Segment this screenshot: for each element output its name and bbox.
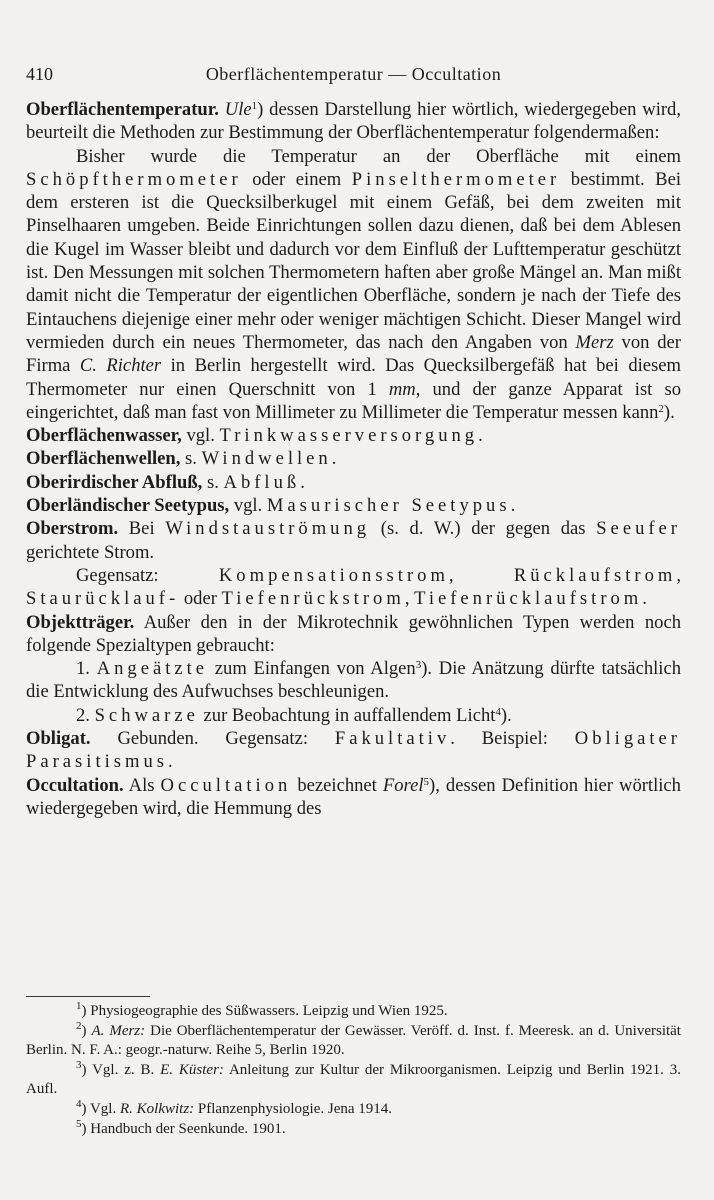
cross-reference[interactable]: Abfluß — [223, 471, 301, 493]
entry-text: . — [642, 588, 647, 610]
list-number: 1. — [76, 658, 97, 680]
quote-paragraph — [26, 145, 681, 425]
footnote-number: 1 — [76, 1000, 82, 1012]
entry-text: , — [404, 588, 415, 610]
footnote — [26, 1117, 681, 1140]
footnote — [26, 1019, 681, 1061]
quote-text: bestimmt. Bei dem ersteren ist die Quecksilberkugel mit einem Gefäß, bei dem zweiten mit Pinselhaaren umgeben. Beide Einrichtungen sollen dazu dienen, daß bei dem Ablesen die Kugel im Wasser bleibt und dadurch vor dem Einfluß der Lufttemperatur geschützt ist. Den Messungen mit solchen Thermometern haften aber große Mängel an. Man mißt damit nicht die Temperatur der eigentlichen Oberfläche, sondern je nach der Tiefe des Eintauchens diejenige einer mehr oder weniger mächtigen Schicht. Dieser Mangel wird vermieden durch ein neues Thermometer, das nach den Angaben von — [26, 168, 681, 353]
spaced-term: Schwarze — [94, 704, 199, 726]
footnote-ref[interactable]: 4 — [495, 705, 501, 718]
entry-oberflaechenwellen — [26, 447, 681, 470]
headword: Objektträger. — [26, 611, 135, 633]
entry-text: (s. d. W.) der gegen das — [370, 518, 597, 540]
footnote-author: A. Merz: — [91, 1022, 146, 1039]
author-name: Forel — [382, 774, 424, 796]
spaced-term: Pinselthermometer — [351, 168, 561, 190]
footnote-number: 5 — [76, 1117, 82, 1130]
running-title: Oberflächentemperatur — Occultation — [205, 64, 502, 84]
footnote-text: Die Oberflächentemperatur der Gewässer. Veröff. d. Inst. f. Meeresk. an d. Universität Berlin. N. F. A.: geogr.-naturw. Reihe 5, Berlin 1920. — [26, 1022, 681, 1059]
footnote-ref[interactable]: 5 — [423, 775, 430, 788]
entry-occultation — [26, 774, 681, 821]
cross-reference[interactable]: Windstauströmung — [165, 518, 371, 540]
entry-text: Gebunden. Gegensatz: — [90, 728, 335, 750]
entry-text: ) dessen Darstellung hier wörtlich, wiedergegeben wird, beurteilt die Methoden zur Bestimmung der Oberflächentemperatur folgendermaßen: — [26, 99, 681, 144]
entry-text: ). Die Anätzung dürfte tatsächlich die Entwicklung des Aufwuchses beschleunigen. — [26, 658, 681, 703]
list-number: 2. — [76, 704, 95, 726]
author-name: Ule — [224, 99, 252, 120]
entry-oberlaendischer-seetypus — [26, 494, 681, 517]
quote-text: von der Firma — [26, 331, 682, 377]
entry-text: , — [448, 564, 514, 586]
headword: Oberirdischer Abfluß, — [26, 471, 203, 493]
spaced-term: Tiefenrückstrom — [221, 588, 405, 610]
headword: Oberflächenwasser, — [26, 425, 182, 447]
spaced-term: Seeufer — [596, 518, 681, 540]
headword: Obligat. — [26, 728, 91, 750]
quote-text: Bisher wurde die Temperatur an der Oberfläche mit einem — [76, 145, 681, 167]
headword: Occultation. — [26, 774, 124, 796]
spaced-term: Staurücklauf- — [26, 588, 180, 610]
main-text — [26, 98, 681, 820]
spaced-term: Angeätzte — [96, 658, 209, 680]
entry-oberflaechentemperatur — [26, 98, 681, 145]
footnote-number: 3 — [76, 1058, 82, 1071]
spaced-term: Tiefenrücklaufstrom — [414, 588, 643, 610]
entry-text: . — [478, 425, 483, 447]
headword: Oberflächenwellen, — [26, 448, 181, 470]
entry-text: ), dessen Definition hier wörtlich wiedergegeben wird, die Hemmung des — [26, 774, 681, 819]
entry-obligat — [26, 727, 681, 774]
footnote-text: ) — [81, 1022, 92, 1039]
spaced-term: Obligater Parasitismus — [26, 728, 681, 773]
unit: mm — [388, 378, 416, 400]
entry-text: Außer den in der Mikrotechnik gewöhnlichen Typen werden noch folgende Spezialtypen gebraucht: — [26, 611, 681, 656]
footnote-number: 4 — [76, 1097, 82, 1110]
footnote-number: 2 — [76, 1019, 82, 1032]
entry-oberstrom — [26, 517, 681, 564]
quote-text: ). — [663, 401, 675, 423]
entry-text: , — [676, 564, 682, 586]
footnote — [26, 1002, 681, 1022]
entry-text: Bei — [118, 518, 166, 540]
entry-text: zur Beobachtung in auffallendem Licht — [198, 704, 496, 726]
entry-objekttraeger — [26, 611, 681, 658]
spaced-term: Occultation — [160, 774, 292, 796]
headword: Oberländischer Seetypus, — [26, 495, 230, 517]
footnotes — [26, 1002, 681, 1139]
oberstrom-gegensatz — [26, 564, 681, 611]
entry-text: . — [168, 751, 173, 773]
entry-text: vgl. — [181, 425, 220, 447]
footnote-text: ) Vgl. — [81, 1100, 120, 1117]
entry-text: vgl. — [229, 495, 267, 517]
footnote — [26, 1097, 681, 1120]
headword: Oberflächentemperatur. — [26, 99, 219, 120]
list-item — [26, 657, 681, 704]
person-name: Merz — [575, 331, 614, 353]
page-number: 410 — [26, 64, 53, 84]
footnote-text: ) Physiogeographie des Süßwassers. Leipzig und Wien 1925. — [81, 1003, 448, 1019]
entry-text: s. — [202, 471, 224, 493]
entry-oberirdischer-abfluss — [26, 471, 681, 494]
cross-reference[interactable]: Masurischer Seetypus — [266, 495, 511, 517]
footnote-author: E. Küster: — [160, 1061, 224, 1078]
entry-text: s. — [180, 448, 202, 470]
list-item — [26, 704, 681, 727]
footnote-ref[interactable]: 1 — [251, 100, 258, 112]
footnote — [26, 1058, 682, 1100]
entry-text: . Beispiel: — [450, 728, 575, 750]
spaced-term: Fakultativ — [334, 728, 451, 750]
entry-text: gerichtete Strom. — [26, 541, 155, 563]
headword: Oberstrom. — [26, 518, 119, 540]
quote-text: , und der ganze Apparat ist so eingerichtet, daß man fast von Millimeter zu Millimeter die Temperatur messen kann — [26, 378, 681, 423]
entry-text: Gegensatz: — [76, 564, 219, 586]
entry-text: oder — [179, 588, 222, 610]
running-header — [26, 64, 681, 88]
quote-text: in Berlin hergestellt wird. Das Quecksilbergefäß hat bei diesem Thermometer nur einen Querschnitt von 1 — [26, 355, 681, 400]
spaced-term: Kompensationsstrom — [218, 564, 449, 586]
spaced-term: Schöpfthermometer — [26, 168, 242, 190]
footnote-text: Anleitung zur Kultur der Mikroorganismen. Leipzig und Berlin 1921. 3. Aufl. — [26, 1061, 682, 1098]
entry-text: Als — [123, 774, 161, 796]
footnote-text: ) Handbuch der Seenkunde. 1901. — [81, 1120, 286, 1137]
cross-reference[interactable]: Trinkwasserversorgung — [219, 425, 479, 447]
entry-text: . — [510, 495, 516, 517]
entry-text: . — [331, 448, 337, 470]
cross-reference[interactable]: Windwellen — [201, 448, 332, 470]
quote-text: oder einem — [241, 168, 352, 190]
spaced-term: Rücklaufstrom — [513, 564, 677, 586]
entry-text: bezeichnet — [291, 774, 383, 796]
footnote-text: Pflanzenphysiologie. Jena 1914. — [194, 1100, 393, 1117]
footnote-ref[interactable]: 3 — [415, 659, 422, 672]
entry-text: . — [300, 471, 305, 493]
company-name: C. Richter — [79, 355, 162, 377]
entry-text: zum Einfangen von Algen — [208, 658, 416, 680]
footnote-text: ) Vgl. z. B. — [81, 1061, 161, 1078]
footnote-author: R. Kolkwitz: — [119, 1100, 195, 1117]
footnote-ref[interactable]: 2 — [658, 402, 664, 415]
footnote-divider — [26, 996, 150, 997]
entry-text: ). — [500, 704, 512, 726]
entry-oberflaechenwasser — [26, 424, 681, 447]
